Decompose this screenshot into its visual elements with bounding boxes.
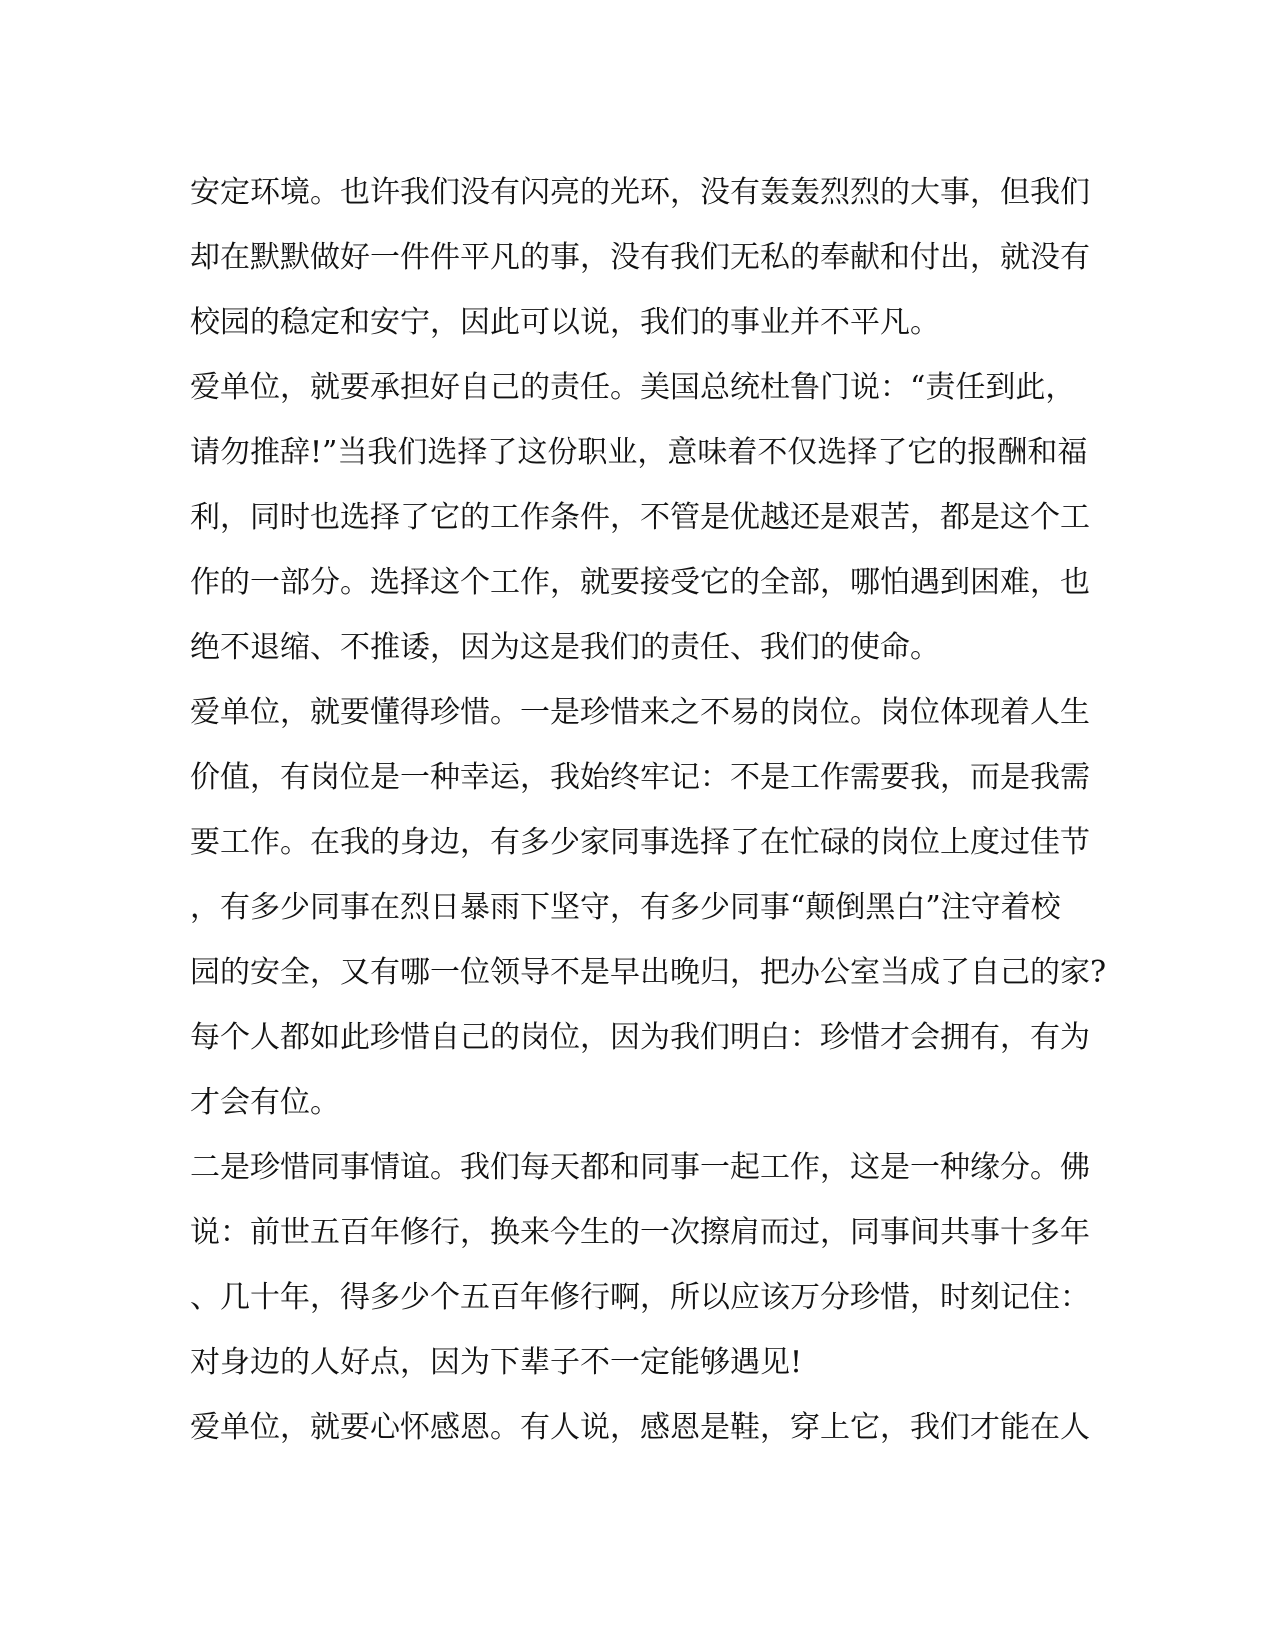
text-line: 才会有位。 — [190, 1085, 340, 1120]
text-line: 作的一部分。选择这个工作，就要接受它的全部，哪怕遇到困难，也 — [190, 565, 1090, 600]
text-line: 爱单位，就要懂得珍惜。一是珍惜来之不易的岗位。岗位体现着人生 — [190, 695, 1090, 730]
text-line: 安定环境。也许我们没有闪亮的光环，没有轰轰烈烈的大事，但我们 — [190, 175, 1090, 210]
text-line: 每个人都如此珍惜自己的岗位，因为我们明白：珍惜才会拥有，有为 — [190, 1020, 1090, 1055]
text-line: 说：前世五百年修行，换来今生的一次擦肩而过，同事间共事十多年 — [190, 1215, 1090, 1250]
text-line: 绝不退缩、不推诿，因为这是我们的责任、我们的使命。 — [190, 630, 940, 665]
text-line: 对身边的人好点，因为下辈子不一定能够遇见! — [190, 1345, 803, 1380]
text-line: 爱单位，就要心怀感恩。有人说，感恩是鞋，穿上它，我们才能在人 — [190, 1410, 1090, 1445]
text-line: 二是珍惜同事情谊。我们每天都和同事一起工作，这是一种缘分。佛 — [190, 1150, 1090, 1185]
text-line: 价值，有岗位是一种幸运，我始终牢记：不是工作需要我，而是我需 — [190, 760, 1090, 795]
text-line: 请勿推辞!”当我们选择了这份职业，意味着不仅选择了它的报酬和福 — [190, 435, 1088, 470]
text-line: 园的安全，又有哪一位领导不是早出晚归，把办公室当成了自己的家? — [190, 955, 1107, 990]
text-line: 利，同时也选择了它的工作条件，不管是优越还是艰苦，都是这个工 — [190, 500, 1090, 535]
text-line: 却在默默做好一件件平凡的事，没有我们无私的奉献和付出，就没有 — [190, 240, 1090, 275]
text-line: 校园的稳定和安宁，因此可以说，我们的事业并不平凡。 — [190, 305, 940, 340]
text-line: 要工作。在我的身边，有多少家同事选择了在忙碌的岗位上度过佳节 — [190, 825, 1090, 860]
text-line: 、几十年，得多少个五百年修行啊，所以应该万分珍惜，时刻记住： — [190, 1280, 1090, 1315]
document-body — [190, 160, 1107, 1460]
text-line: ，有多少同事在烈日暴雨下坚守，有多少同事“颠倒黑白”注守着校 — [190, 890, 1061, 925]
text-line: 爱单位，就要承担好自己的责任。美国总统杜鲁门说：“责任到此， — [190, 370, 1076, 405]
